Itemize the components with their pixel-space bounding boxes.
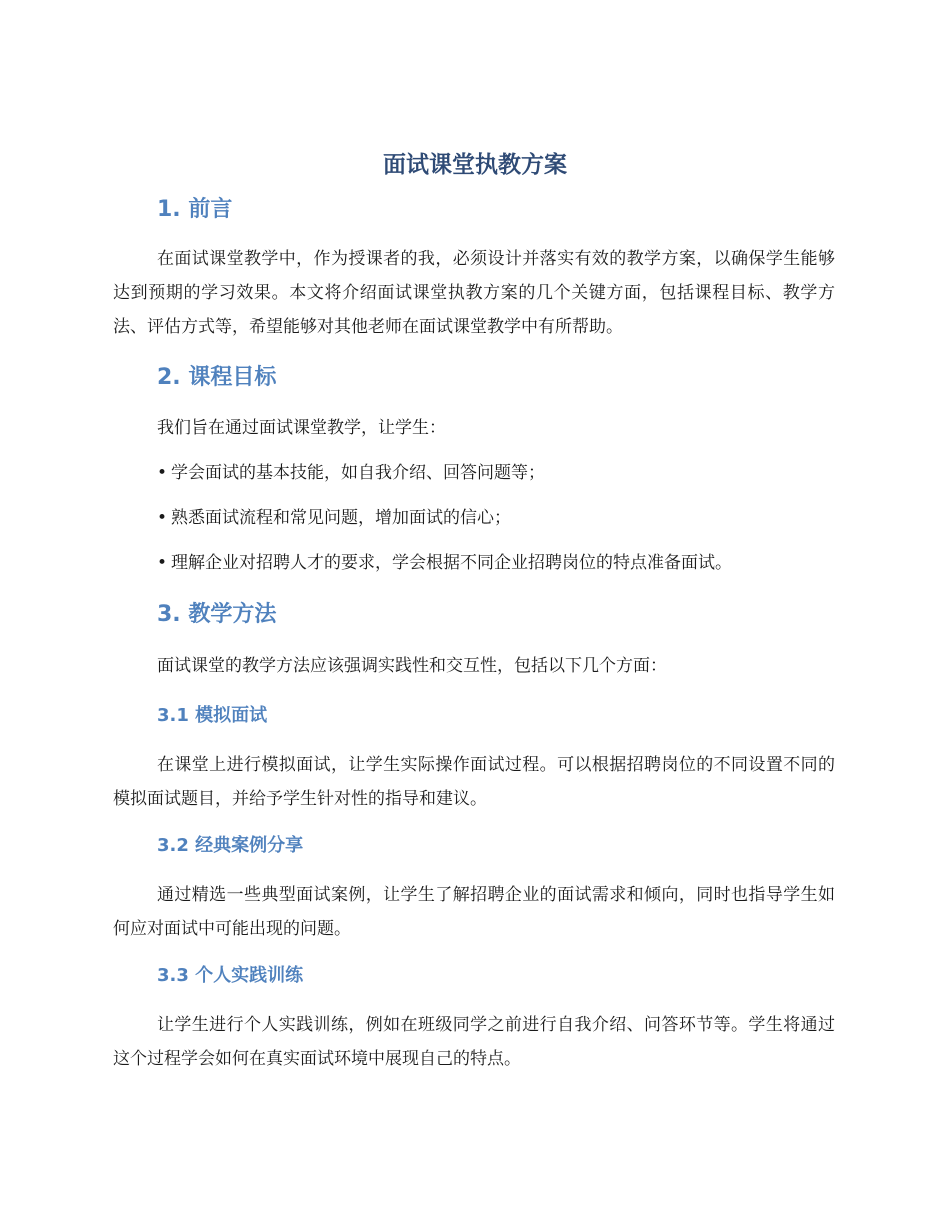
bullet-icon: • (157, 508, 168, 528)
subsection-heading-personal-practice: 3.3 个人实践训练 (157, 965, 304, 986)
section-intro-teaching-methods: 面试课堂的教学方法应该强调实践性和交互性，包括以下几个方面： (157, 656, 667, 676)
list-item-text: 理解企业对招聘人才的要求，学会根据不同企业招聘岗位的特点准备面试。 (171, 553, 733, 573)
section-heading-preface: 1. 前言 (157, 197, 233, 222)
document-title: 面试课堂执教方案 (383, 152, 567, 178)
bullet-icon: • (157, 463, 168, 483)
list-item (157, 461, 545, 485)
bullet-icon: • (157, 553, 168, 573)
list-item (157, 551, 732, 575)
list-item-text: 学会面试的基本技能，如自我介绍、回答问题等； (171, 463, 546, 483)
subsection-paragraph-mock-interview: 在课堂上进行模拟面试，让学生实际操作面试过程。可以根据招聘岗位的不同设置不同的模拟面试题目，并给予学生针对性的指导和建议。 (113, 755, 835, 809)
section-heading-course-goals: 2. 课程目标 (157, 365, 277, 390)
subsection-heading-case-sharing: 3.2 经典案例分享 (157, 835, 304, 856)
subsection-paragraph-personal-practice: 让学生进行个人实践训练，例如在班级同学之前进行自我介绍、问答环节等。学生将通过这个过程学会如何在真实面试环境中展现自己的特点。 (113, 1015, 835, 1069)
subsection-heading-mock-interview: 3.1 模拟面试 (157, 705, 268, 726)
section-paragraph-preface: 在面试课堂教学中，作为授课者的我，必须设计并落实有效的教学方案，以确保学生能够达到预期的学习效果。本文将介绍面试课堂执教方案的几个关键方面，包括课程目标、教学方法、评估方式等，希望能够对其他老师在面试课堂教学中有所帮助。 (113, 249, 835, 337)
list-item-text: 熟悉面试流程和常见问题，增加面试的信心； (171, 508, 512, 528)
subsection-paragraph-case-sharing: 通过精选一些典型面试案例，让学生了解招聘企业的面试需求和倾向，同时也指导学生如何应对面试中可能出现的问题。 (113, 885, 835, 939)
section-intro-course-goals: 我们旨在通过面试课堂教学，让学生： (157, 418, 446, 438)
section-heading-teaching-methods: 3. 教学方法 (157, 602, 277, 627)
list-item (157, 506, 511, 530)
